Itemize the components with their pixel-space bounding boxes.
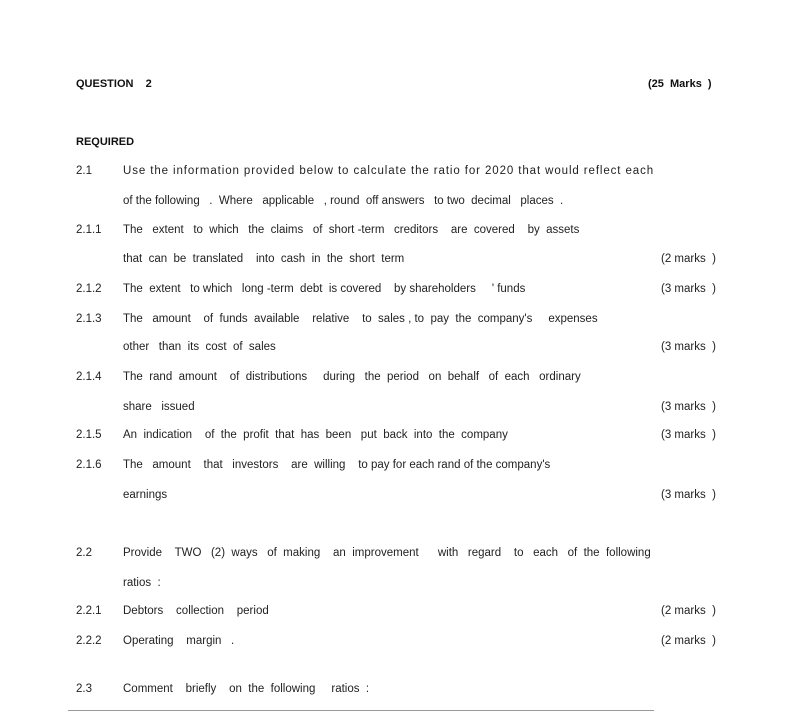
item-marks: (3 marks ) [661,429,716,441]
item-number: 2.1.6 [76,459,102,471]
item-marks: (2 marks ) [661,635,716,647]
item-marks: (3 marks ) [661,401,716,413]
item-text-line: of the following . Where applicable , round off answers to two decimal places . [123,195,564,207]
item-number: 2.1.3 [76,313,102,325]
item-number: 2.1.4 [76,371,102,383]
item-marks: (3 marks ) [661,489,716,501]
item-number: 2.1 [76,165,92,177]
item-text-line: share issued [123,401,195,413]
item-number: 2.2.1 [76,605,102,617]
item-text-line: Comment briefly on the following ratios : [123,683,370,695]
item-number: 2.3 [76,683,92,695]
item-text-line: Provide TWO (2) ways of making an improvement with regard to each of the following [123,547,651,559]
item-marks: (3 marks ) [661,341,716,353]
item-number: 2.1.1 [76,224,102,236]
item-text-line: that can be translated into cash in the short term [123,253,405,265]
item-text-line: Debtors collection period [123,605,269,617]
item-text-line: The rand amount of distributions during the period on behalf of each ordinary [123,371,581,383]
item-text-line: The amount of funds available relative to sales , to pay the company's expenses [123,313,598,325]
item-text-line: earnings [123,489,168,501]
item-number: 2.1.2 [76,283,102,295]
item-text-line: An indication of the profit that has been put back into the company [123,429,508,441]
item-marks: (3 marks ) [661,283,716,295]
question-label: QUESTION 2 [76,78,152,90]
item-text-line: ratios : [123,577,161,589]
required-heading: REQUIRED [76,136,135,148]
total-marks: (25 Marks ) [648,78,712,90]
item-text-line: Use the information provided below to calculate the ratio for 2020 that would reflect each [123,165,655,177]
item-marks: (2 marks ) [661,253,716,265]
page-divider [68,710,654,711]
item-number: 2.2 [76,547,92,559]
item-text-line: The amount that investors are willing to pay for each rand of the company's [123,459,551,471]
item-text-line: The extent to which long -term debt is covered by shareholders ' funds [123,283,526,295]
item-text-line: other than its cost of sales [123,341,276,353]
item-text-line: Operating margin . [123,635,235,647]
item-number: 2.1.5 [76,429,102,441]
item-number: 2.2.2 [76,635,102,647]
item-marks: (2 marks ) [661,605,716,617]
item-text-line: The extent to which the claims of short -term creditors are covered by assets [123,224,580,236]
